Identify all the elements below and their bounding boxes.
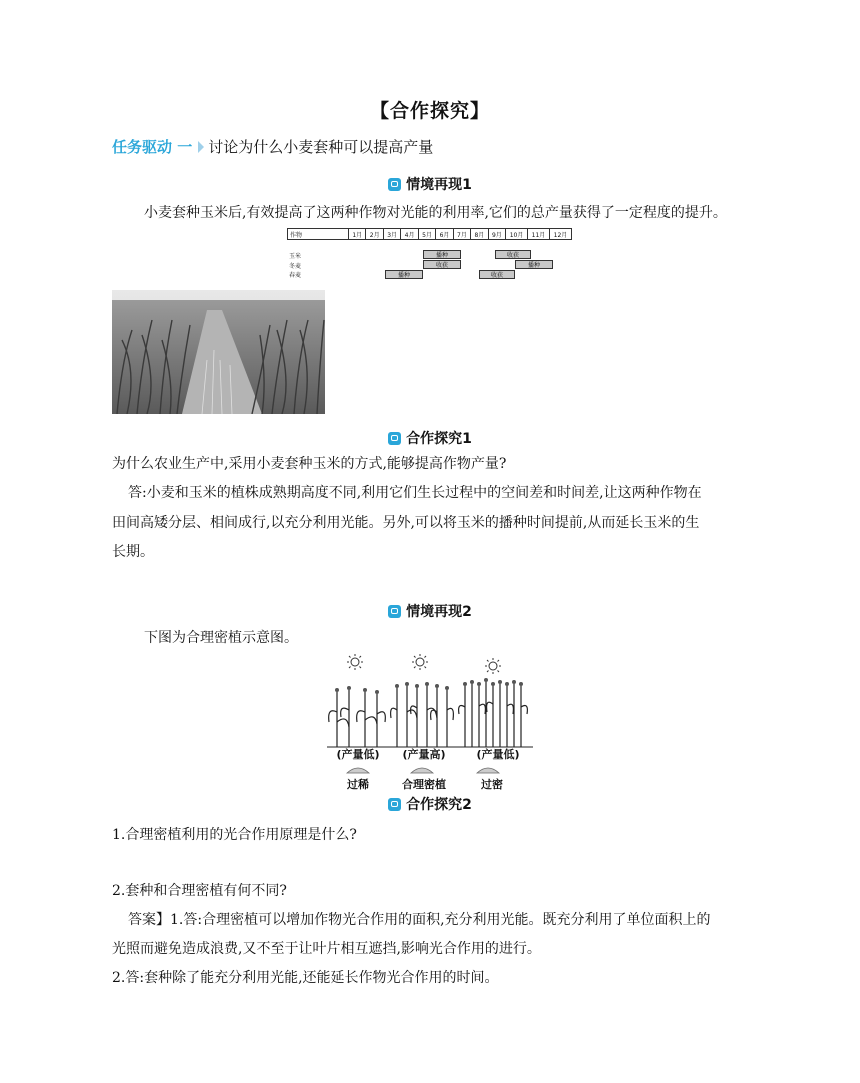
arrow-icon xyxy=(198,141,204,153)
schedule-header-cell: 11月 xyxy=(528,229,550,240)
explore-2-answer-1-line2: 光照而避免造成浪费,又不至于让叶片相互遮挡,影响光合作用的进行。 xyxy=(112,941,541,957)
caption-dense: 过密 xyxy=(481,778,503,791)
schedule-header-cell: 10月 xyxy=(506,229,528,240)
spring-wheat-harvest-bar: 收获 xyxy=(479,270,515,279)
corn-harvest-bar: 收获 xyxy=(495,250,531,259)
corn-sow-bar: 播种 xyxy=(423,250,461,259)
row-label-winter-wheat: 冬麦 xyxy=(289,263,302,270)
schedule-header-cell: 7月 xyxy=(453,229,470,240)
row-label-corn: 玉米 xyxy=(289,253,302,260)
explore-2-question-2: 2.套种和合理密植有何不同? xyxy=(112,883,287,899)
caption-reasonable: 合理密植 xyxy=(402,778,446,791)
schedule-header-cell: 3月 xyxy=(383,229,400,240)
section-heading-explore-2: 合作探究2 xyxy=(0,794,860,814)
caption-sparse: 过稀 xyxy=(347,778,369,791)
planting-density-diagram xyxy=(325,652,535,792)
row-label-spring-wheat: 春麦 xyxy=(289,272,302,279)
sun-icon xyxy=(347,654,363,670)
scenario-icon xyxy=(388,605,401,618)
yield-label-dense: (产量低) xyxy=(476,748,520,761)
scenario-1-paragraph: 小麦套种玉米后,有效提高了这两种作物对光能的利用率,它们的总产量获得了一定程度的提升。 xyxy=(144,205,727,221)
explore-1-question: 为什么农业生产中,采用小麦套种玉米的方式,能够提高作物产量? xyxy=(112,456,507,472)
sun-icon xyxy=(485,658,501,674)
yield-label-sparse: (产量低) xyxy=(336,748,380,761)
page-title: 【合作探究】 xyxy=(369,100,490,122)
schedule-header-cell: 1月 xyxy=(349,229,366,240)
schedule-header-cell: 作物 xyxy=(288,229,349,240)
crop-schedule-chart xyxy=(287,228,572,284)
plants-illustration xyxy=(325,652,535,757)
schedule-header-cell: 2月 xyxy=(366,229,383,240)
task-tag: 任务驱动 一 xyxy=(112,138,193,156)
schedule-header-cell: 9月 xyxy=(488,229,505,240)
section-heading-scenario-1: 情境再现1 xyxy=(0,174,860,194)
explore-1-answer-line3: 长期。 xyxy=(112,544,154,560)
explore-2-question-1: 1.合理密植利用的光合作用原理是什么? xyxy=(112,827,357,843)
explore-2-answer-2: 2.答:套种除了能充分利用光能,还能延长作物光合作用的时间。 xyxy=(112,970,499,986)
section-heading-explore-1: 合作探究1 xyxy=(0,428,860,448)
winter-wheat-sow-bar: 播种 xyxy=(515,260,553,269)
schedule-header-cell: 5月 xyxy=(418,229,435,240)
schedule-header-table xyxy=(287,228,572,240)
task-heading xyxy=(112,136,433,157)
schedule-header-cell: 12月 xyxy=(549,229,571,240)
explore-1-answer-line2: 田间高矮分层、相间成行,以充分利用光能。另外,可以将玉米的播种时间提前,从而延长玉米的生 xyxy=(112,515,700,531)
explore-icon xyxy=(388,798,401,811)
sun-icon xyxy=(412,654,428,670)
mound-markers xyxy=(325,762,535,774)
schedule-header-cell: 6月 xyxy=(436,229,453,240)
scenario-2-paragraph: 下图为合理密植示意图。 xyxy=(144,630,298,646)
schedule-header-cell: 4月 xyxy=(401,229,418,240)
yield-label-reasonable: (产量高) xyxy=(402,748,446,761)
explore-icon xyxy=(388,432,401,445)
scenario-icon xyxy=(388,178,401,191)
section-heading-scenario-2: 情境再现2 xyxy=(0,601,860,621)
explore-2-answer-1-line1: 答案】1.答:合理密植可以增加作物光合作用的面积,充分利用光能。既充分利用了单位面积上的 xyxy=(128,912,711,928)
wheat-corn-field-photo xyxy=(112,290,325,414)
winter-wheat-harvest-bar: 收获 xyxy=(423,260,461,269)
spring-wheat-sow-bar: 播种 xyxy=(385,270,423,279)
task-text: 讨论为什么小麦套种可以提高产量 xyxy=(208,138,434,156)
schedule-header-cell: 8月 xyxy=(471,229,488,240)
explore-1-answer-line1: 答:小麦和玉米的植株成熟期高度不同,利用它们生长过程中的空间差和时间差,让这两种作物在 xyxy=(128,485,702,501)
